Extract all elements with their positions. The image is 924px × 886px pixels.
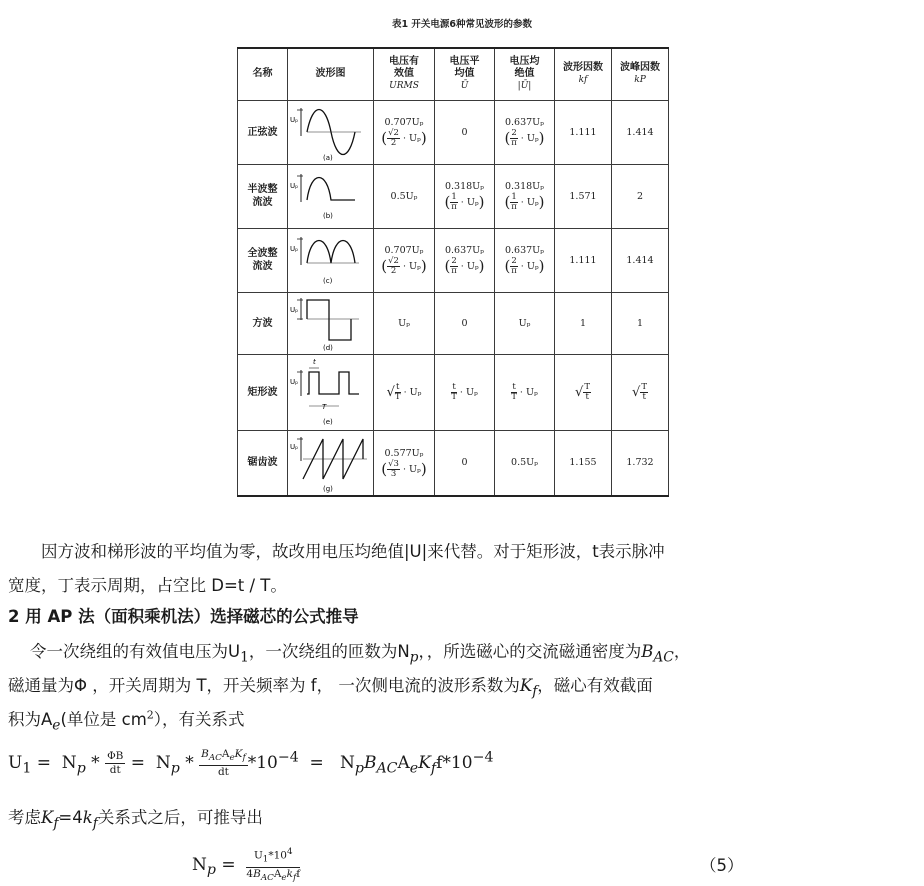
fig-label: (c): [322, 277, 332, 285]
avg-value: 0.637Uₚ: [444, 245, 484, 256]
up-label: Uₚ: [289, 306, 298, 314]
kp-cell: 1.414: [612, 100, 669, 164]
abs-cell: $\frac{t}{T}$ · Uₚ: [495, 354, 555, 430]
rms-frac-num: t: [396, 381, 400, 392]
avg-cell: 0: [435, 100, 495, 164]
abs-frac-den: π: [511, 202, 517, 212]
abs-cell: 0.318Uₚ ( $\frac{1}{\pi}$ · Uₚ): [495, 164, 555, 228]
equation-number: （5）: [700, 856, 744, 875]
kf-cell: 1: [555, 292, 612, 354]
header-rms-line2: 效值: [394, 68, 414, 80]
avg-unit: Uₚ: [466, 197, 479, 208]
period-label: T: [321, 403, 326, 411]
rms-frac-den: 2: [390, 138, 397, 148]
row-name-line1: 半波整: [247, 184, 278, 195]
kp-frac-num: T: [641, 381, 647, 392]
abs-frac-num: 2: [511, 256, 517, 266]
header-kf: [555, 48, 612, 100]
abs-cell: Uₚ: [495, 292, 555, 354]
kf-frac-den: t: [585, 391, 589, 402]
header-kf-symbol: kf: [578, 75, 588, 86]
kp-frac-den: t: [642, 391, 646, 402]
abs-frac-num: t: [512, 381, 516, 392]
rms-frac-den: 2: [390, 266, 397, 276]
up-label: Uₚ: [289, 245, 298, 253]
header-avg-line1: 电压平: [449, 56, 480, 68]
half-wave-figure: [289, 170, 373, 222]
abs-frac-den: T: [511, 391, 517, 402]
p4-text-c: ），有关系式: [153, 710, 245, 729]
header-wave: 波形图: [288, 48, 374, 100]
avg-frac-den: T: [451, 391, 457, 402]
wave-cell: [288, 430, 374, 496]
rms-value: 0.707Uₚ: [384, 117, 424, 128]
rms-cell: 0.5Uₚ: [374, 164, 435, 228]
p5-text-b: =4: [58, 808, 83, 827]
p4-text-a: 积为A: [8, 710, 53, 729]
abs-value: 0.637Uₚ: [504, 245, 544, 256]
p5-text-c: 关系式之后，可推导出: [97, 808, 263, 827]
kf-cell: 1.571: [555, 164, 612, 228]
wave-cell: [288, 228, 374, 292]
kf-cell: √ $\frac{T}{t}$: [555, 354, 612, 430]
abs-cell: 0.5Uₚ: [495, 430, 555, 496]
rms-unit: Uₚ: [409, 261, 421, 272]
abs-frac-den: π: [511, 138, 517, 148]
row-name: 正弦波: [238, 100, 288, 164]
avg-frac-num: 2: [451, 256, 457, 266]
abs-frac-num: 1: [511, 192, 517, 202]
p2-text-c: ，，所选磁心的交流磁通密度为: [418, 642, 642, 661]
p2-text-a: 令一次绕组的有效值电压为U: [30, 642, 241, 661]
square-wave-figure: [289, 294, 373, 352]
avg-cell: 0: [435, 292, 495, 354]
fig-label: (d): [322, 344, 333, 352]
equation-flux: $U_1 = N_p$ * $\frac{\Phi B}{dt}$ = $N_p$ * $B_{AC}A_eK_f$ dt $*10^{-4} = N_pB_{AC}A_eK_ff*10^{-4}$: [8, 748, 494, 779]
waveform-parameter-table: [237, 47, 669, 497]
rms-value: 0.577Uₚ: [384, 447, 424, 459]
up-label: Uₚ: [289, 378, 298, 386]
kp-cell: 2: [612, 164, 669, 228]
header-name: 名称: [238, 48, 288, 100]
header-rms-symbol: URMS: [389, 81, 419, 92]
paragraph-2-line-3: 积为$A_e$(单位是 $cm^2$），有关系式: [8, 708, 245, 734]
paragraph-2-line-2: 磁通量为Φ ，开关周期为 T，开关频率为 f， 一次侧电流的波形系数为$K_f$，磁心有效截面: [8, 676, 653, 700]
paragraph-1-line-2: 宽度，丁表示周期，占空比 D=t / T。: [8, 576, 287, 595]
avg-frac-num: t: [452, 381, 456, 392]
abs-value: 0.637Uₚ: [504, 117, 544, 128]
avg-cell: $\frac{t}{T}$ · Uₚ: [435, 354, 495, 430]
fig-label: (e): [322, 418, 333, 426]
rms-frac-num: √2: [388, 128, 399, 138]
up-label: Uₚ: [289, 442, 298, 451]
p5-text-a: 考虑: [8, 808, 41, 827]
abs-unit: Uₚ: [525, 386, 538, 398]
kf-cell: 1.111: [555, 100, 612, 164]
paragraph-1-line-1: 因方波和梯形波的平均值为零，故改用电压均绝值|U|来代替。对于矩形波，t表示脉冲: [41, 542, 665, 561]
sine-wave-figure: [289, 102, 373, 162]
header-avg-symbol: Ū: [460, 81, 469, 92]
abs-unit: Uₚ: [526, 261, 539, 272]
row-name: [238, 164, 288, 228]
table-row: [238, 354, 669, 430]
rms-value: 0.707Uₚ: [384, 245, 424, 256]
row-name: 锯齿波: [238, 430, 288, 496]
header-rms-line1: 电压有: [389, 56, 419, 68]
avg-unit: Uₚ: [465, 386, 478, 398]
table-row: [238, 228, 669, 292]
avg-cell: 0: [435, 430, 495, 496]
header-kp-label: 波峰因数: [620, 62, 660, 74]
wave-cell: [288, 354, 374, 430]
wave-cell: [288, 100, 374, 164]
kp-cell: √ $\frac{T}{t}$: [612, 354, 669, 430]
table-row: [238, 100, 669, 164]
rms-cell: 0.707Uₚ ( $\frac{√2}{2}$ · Uₚ): [374, 228, 435, 292]
kp-cell: 1: [612, 292, 669, 354]
full-wave-figure: [289, 233, 373, 287]
abs-frac-den: π: [511, 266, 517, 276]
abs-unit: Uₚ: [526, 133, 539, 144]
header-avg: [435, 48, 495, 100]
up-label: Uₚ: [289, 182, 298, 190]
abs-cell: 0.637Uₚ ( $\frac{2}{\pi}$ · Uₚ): [495, 100, 555, 164]
sawtooth-wave-figure: [289, 433, 373, 493]
header-absavg-line1: 电压均: [509, 56, 540, 68]
avg-value: 0.318Uₚ: [444, 181, 484, 192]
avg-cell: 0.318Uₚ ( $\frac{1}{\pi}$ · Uₚ): [435, 164, 495, 228]
table-row: [238, 430, 669, 496]
kf-frac-num: T: [584, 381, 590, 392]
section-heading: 2 用 AP 法（面积乘机法）选择磁芯的公式推导: [8, 607, 359, 626]
header-rms: [374, 48, 435, 100]
row-name-line1: 全波整: [247, 248, 278, 259]
abs-cell: 0.637Uₚ ( $\frac{2}{\pi}$ · Uₚ): [495, 228, 555, 292]
abs-frac-num: 2: [511, 128, 517, 138]
row-name-line2: 流波: [252, 261, 273, 272]
kp-cell: 1.414: [612, 228, 669, 292]
p2-text-b: ，一次绕组的匝数为N: [248, 642, 410, 661]
rms-frac-num: √3: [388, 458, 399, 469]
rms-cell: 0.577Uₚ ( $\frac{√3}{3}$ · Uₚ): [374, 430, 435, 496]
rms-unit: Uₚ: [409, 386, 422, 398]
rms-frac-den: T: [394, 391, 401, 402]
equation-5: $N_p$ = $U_1*10^4$ $4B_{AC}A_ek_ff$: [192, 847, 301, 883]
header-absavg-line2: 绝值: [514, 68, 535, 80]
avg-frac-num: 1: [451, 192, 457, 202]
header-avg-line2: 均值: [454, 68, 475, 80]
header-kf-label: 波形因数: [563, 62, 603, 74]
avg-frac-den: π: [451, 202, 457, 212]
kf-cell: 1.155: [555, 430, 612, 496]
avg-unit: Uₚ: [466, 261, 479, 272]
rms-cell: 0.707Uₚ ( $\frac{√2}{2}$ · Uₚ): [374, 100, 435, 164]
fig-label: (a): [322, 154, 333, 162]
rms-cell: Uₚ: [374, 292, 435, 354]
abs-unit: Uₚ: [526, 197, 539, 208]
p2-text-d: ，: [673, 642, 691, 661]
header-absavg-symbol: |Ū|: [517, 81, 532, 92]
paragraph-3: 考虑$K_f=4k_f$关系式之后，可推导出: [8, 808, 263, 832]
wave-cell: [288, 292, 374, 354]
p4-text-b: (单位是 cm: [60, 710, 147, 729]
rms-frac-num: √2: [388, 256, 399, 266]
avg-frac-den: π: [451, 266, 457, 276]
row-name: 方波: [238, 292, 288, 354]
row-name-line2: 流波: [252, 197, 273, 208]
p3-text-b: ，磁心有效截面: [537, 676, 653, 695]
abs-value: 0.318Uₚ: [504, 181, 544, 192]
rms-cell: √ $\frac{t}{T}$ · Uₚ: [374, 354, 435, 430]
rms-frac-den: 3: [390, 468, 397, 479]
header-absavg: [495, 48, 555, 100]
row-name: [238, 228, 288, 292]
table-header-row: [238, 48, 669, 100]
paragraph-2-line-1: 令一次绕组的有效值电压为$U_1$，一次绕组的匝数为$N_p$，，所选磁心的交流磁通密度为$B_{AC}$，: [30, 642, 691, 666]
fig-label: (b): [322, 212, 333, 220]
pulse-width-label: t: [312, 358, 316, 366]
row-name: 矩形波: [238, 354, 288, 430]
rectangular-wave-figure: [289, 356, 373, 428]
avg-cell: 0.637Uₚ ( $\frac{2}{\pi}$ · Uₚ): [435, 228, 495, 292]
kf-cell: 1.111: [555, 228, 612, 292]
fig-label: (g): [322, 484, 333, 493]
kp-cell: 1.732: [612, 430, 669, 496]
header-kp-symbol: kP: [634, 75, 646, 86]
p3-text-a: 磁通量为Φ ，开关周期为 T，开关频率为 f， 一次侧电流的波形系数为: [8, 676, 520, 695]
wave-cell: [288, 164, 374, 228]
table-row: [238, 292, 669, 354]
table-row: [238, 164, 669, 228]
up-label: Uₚ: [289, 116, 298, 124]
table-caption: 表1 开关电源6种常见波形的参数: [391, 19, 533, 30]
rms-unit: Uₚ: [409, 133, 421, 144]
rms-unit: Uₚ: [409, 463, 421, 475]
header-kp: [612, 48, 669, 100]
